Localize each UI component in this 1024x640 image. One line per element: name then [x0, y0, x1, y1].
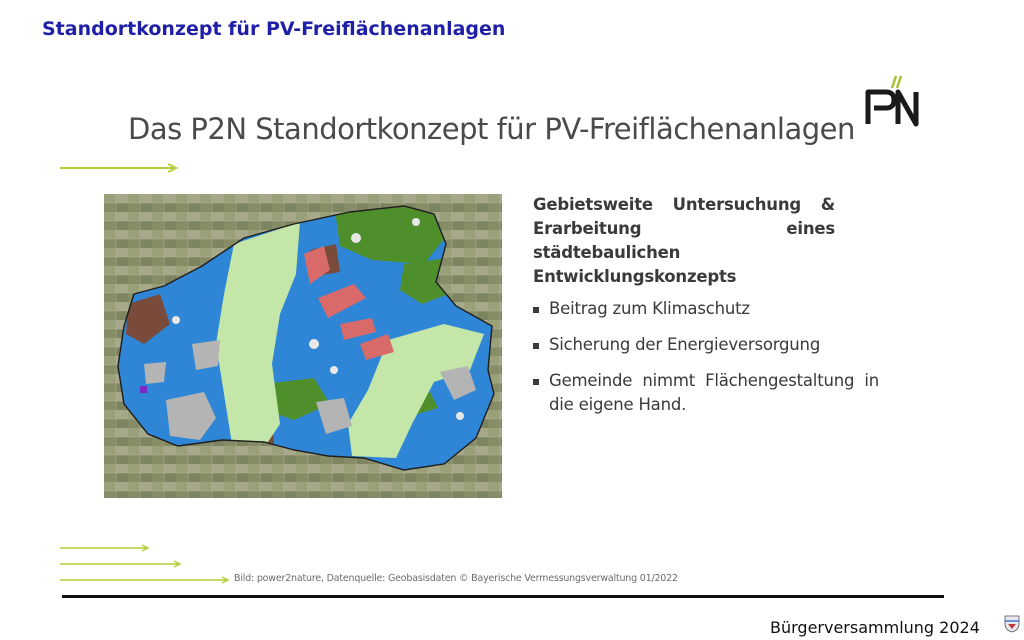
- decorative-arrows-bottom: [60, 542, 240, 586]
- p2n-logo: [864, 74, 924, 128]
- bullet-list: [533, 297, 883, 417]
- image-source-caption: Bild: power2nature, Datenquelle: Geobasisdaten © Bayerische Vermessungsverwaltung 01/2022: [234, 573, 678, 584]
- bullet-icon: [533, 379, 539, 385]
- bullet-item: [533, 369, 883, 417]
- bullet-text: Sicherung der Energieversorgung: [549, 335, 821, 354]
- page-header-title: Standortkonzept für PV-Freiflächenanlagen: [42, 18, 506, 40]
- footer-text: Bürgerversammlung 2024: [770, 618, 980, 637]
- content-text-block: [533, 193, 883, 429]
- bullet-text: Gemeinde nimmt Flächengestaltung in die eigene Hand.: [549, 371, 879, 414]
- bullet-item: [533, 297, 883, 321]
- slide-title: Das P2N Standortkonzept für PV-Freiflächenanlagen: [128, 112, 855, 146]
- municipal-crest-icon: [1004, 615, 1020, 633]
- footer-divider: [62, 595, 944, 598]
- decorative-arrow-top: [60, 162, 180, 174]
- bullet-text: Beitrag zum Klimaschutz: [549, 299, 750, 318]
- site-map-image: [104, 194, 502, 498]
- bullet-item: [533, 333, 883, 357]
- content-heading: Gebietsweite Untersuchung & Erarbeitung eines städtebaulichen Entwicklungskonzepts: [533, 195, 835, 286]
- bullet-icon: [533, 343, 539, 349]
- bullet-icon: [533, 307, 539, 313]
